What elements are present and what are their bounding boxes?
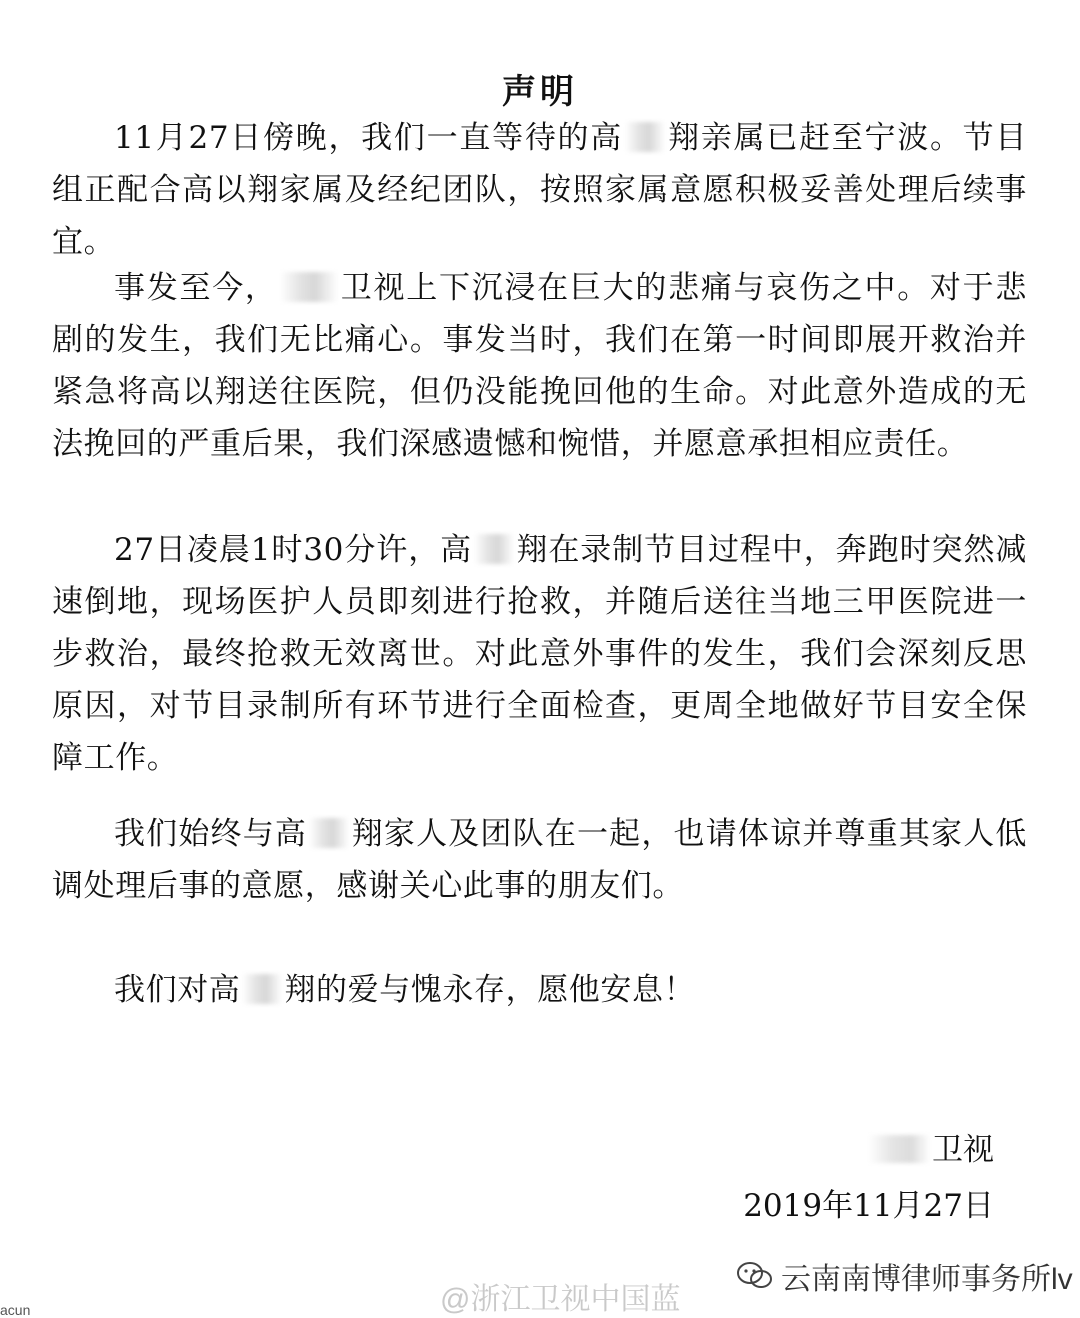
corner-watermark: acun [0,1302,31,1318]
statement-title: 声明 [502,72,578,112]
paragraph-5 [52,964,1027,1016]
weibo-watermark-text: @浙江卫视中国蓝 [440,1283,681,1316]
signature-date: 2019年11月27日 [743,1188,994,1224]
redacted-name [242,974,282,1004]
wechat-watermark-text: 云南南博律师事务所lv [781,1263,1073,1296]
redacted-name [474,534,514,564]
paragraph-2 [52,262,1027,470]
signature-org-label: 卫视 [932,1132,994,1168]
paragraph-3-after: 翔在录制节目过程中，奔跑时突然减速倒地，现场医护人员即刻进行抢救，并随后送往当地三甲医院进一步救治，最终抢救无效离世。对此意外事件的发生，我们会深刻反思原因，对节目录制所有环节进行全面检查，更周全地做好节目安全保障工作。 [52,532,1027,776]
paragraph-4 [52,808,1027,912]
paragraph-4-after: 翔家人及团队在一起，也请体谅并尊重其家人低调处理后事的意愿，感谢关心此事的朋友们。 [52,816,1027,904]
paragraph-3 [52,524,1027,784]
weibo-watermark [440,1274,680,1318]
redacted-name [280,272,338,302]
paragraph-4-before: 我们始终与高 [114,816,308,852]
paragraph-5-after: 翔的爱与愧永存，愿他安息！ [284,972,696,1008]
wechat-watermark [735,1254,1073,1298]
redacted-org-name [868,1135,930,1163]
redacted-name [625,122,665,152]
paragraph-2-before: 事发至今， [114,270,278,306]
paragraph-1 [52,112,1027,268]
signature-org [868,1124,994,1169]
paragraph-3-before: 27日凌晨1时30分许，高 [114,532,473,568]
paragraph-5-before: 我们对高 [114,972,241,1008]
redacted-name [309,818,349,848]
wechat-icon [735,1259,775,1293]
paragraph-1-before: 11月27日傍晚，我们一直等待的高 [114,120,623,156]
paragraph-2-after: 卫视上下沉浸在巨大的悲痛与哀伤之中。对于悲剧的发生，我们无比痛心。事发当时，我们在第一时间即展开救治并紧急将高以翔送往医院，但仍没能挽回他的生命。对此意外造成的无法挽回的严重后果，我们深感遗憾和惋惜，并愿意承担相应责任。 [52,270,1027,462]
paragraph-1-after: 翔亲属已赶至宁波。节目组正配合高以翔家属及经纪团队，按照家属意愿积极妥善处理后续事宜。 [52,120,1027,260]
